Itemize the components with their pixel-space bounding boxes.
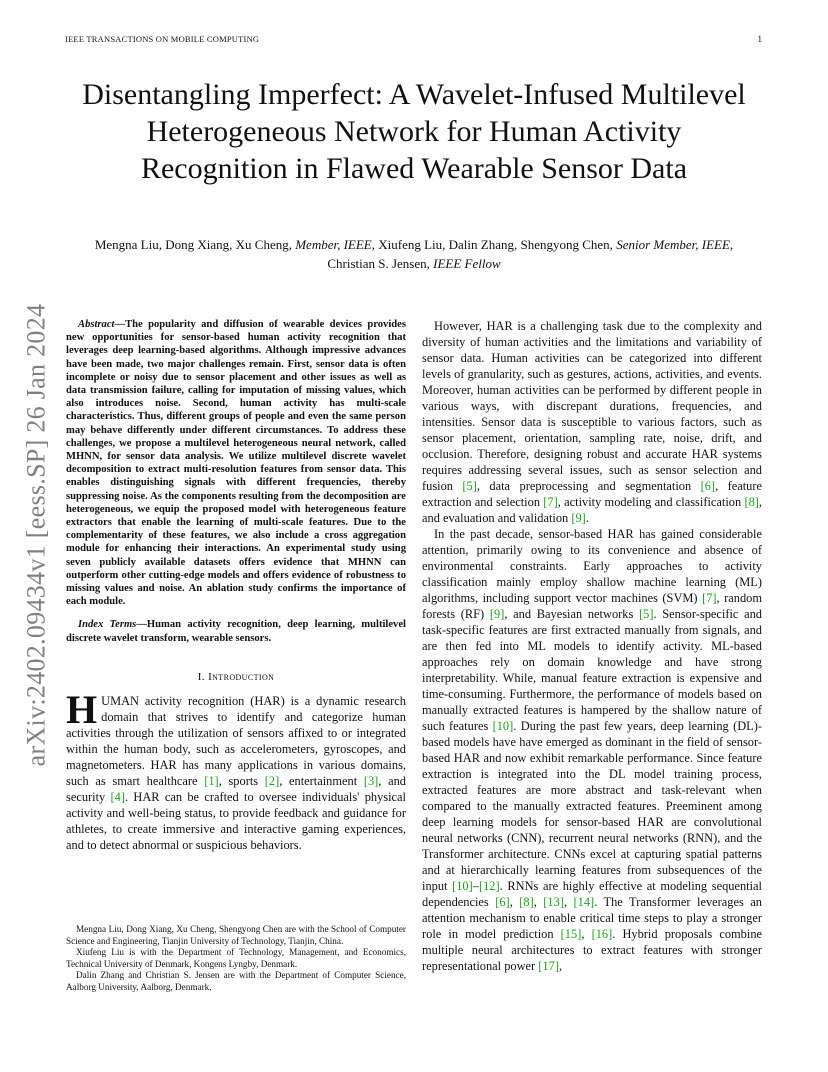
citation-link[interactable]: [9] — [571, 511, 586, 525]
text-run: , — [558, 959, 563, 973]
index-terms-lead: Index Terms — [78, 619, 137, 631]
index-terms — [66, 618, 406, 644]
intro-paragraph-3 — [422, 526, 762, 974]
text-run: . RNNs are highly effective at modeling sequential dependencies — [422, 879, 762, 909]
text-run: , feature extraction and selection — [422, 479, 762, 509]
author-group-1: Mengna Liu, Dong Xiang, Xu Cheng, — [94, 237, 292, 252]
text-run: . Sensor-specific and task-specific features are first extracted manually from signals, and are then fed into ML models to identify activity. ML-based approaches rely on domain knowledge and have strong interpretability. While, manual feature extraction is expensive and time-consuming. Furthermore, the performance of models based on manually extracted features is hampered by the shallow nature of such features — [422, 607, 762, 733]
text-run: , sports — [218, 773, 265, 788]
citation-link[interactable]: [5] — [462, 479, 477, 493]
paper-title: Disentangling Imperfect: A Wavelet-Infused Multilevel Heterogeneous Network for Human Activity Recognition in Flawed Wearable Sensor Data — [82, 78, 746, 185]
author-affiliation-1: Member, IEEE, — [295, 237, 375, 252]
citation-link[interactable]: [4] — [110, 789, 125, 804]
footnotes — [66, 924, 406, 994]
citation-link[interactable]: [2] — [264, 773, 280, 788]
section-heading-introduction — [66, 671, 406, 683]
drop-cap: H — [66, 686, 98, 732]
citation-link[interactable]: [6] — [700, 479, 716, 493]
text-run: . HAR can be crafted to oversee individuals' physical activity and well-being status, to provide feedback and guidance for athletes, to create immersive and interactive gaming experiences, and to detect abnormal or suspicious behaviors. — [66, 789, 406, 852]
text-run: , data preprocessing and segmentation — [476, 479, 701, 493]
arxiv-stamp — [20, 290, 52, 780]
citation-link[interactable]: [7] — [702, 591, 717, 605]
right-column — [422, 318, 762, 974]
page-number: 1 — [757, 34, 762, 44]
citation-link[interactable]: [8] — [519, 895, 534, 909]
citation-link[interactable]: [1] — [204, 773, 219, 788]
text-run: – — [472, 879, 479, 893]
text-run: , — [563, 895, 574, 909]
author-group-2: Xiufeng Liu, Dalin Zhang, Shengyong Chen, — [378, 237, 613, 252]
text-run: . The Transformer leverages an attention mechanism to enable critical time steps to play a stronger role in model prediction — [422, 895, 762, 941]
text-run: , — [581, 927, 592, 941]
abstract — [66, 318, 406, 608]
citation-link[interactable]: [13] — [543, 895, 564, 909]
text-run: UMAN activity recognition (HAR) is a dynamic research domain that strives to identify and categorize human activities through the utilization of sensors affixed to or integrated within the human body, such as accelerometers, gyroscopes, and magnetometers. HAR has many applications in various domains, such as smart healthcare — [66, 693, 406, 788]
citation-link[interactable]: [17] — [538, 959, 559, 973]
citation-link[interactable]: [9] — [489, 607, 505, 621]
text-run: , entertainment — [279, 773, 364, 788]
citation-link[interactable]: [15] — [560, 927, 582, 941]
text-run: , and evaluation and validation — [422, 495, 763, 525]
author-list — [80, 235, 748, 273]
citation-link[interactable]: [5] — [639, 607, 654, 621]
citation-link[interactable]: [16] — [591, 927, 613, 941]
text-run: , — [509, 895, 520, 909]
citation-link[interactable]: [10] — [452, 879, 473, 893]
text-run: . Hybrid proposals combine multiple neural architectures to extract features with stronger representational power — [422, 927, 763, 973]
text-run: However, HAR is a challenging task due to the complexity and diversity of human activities and the limitations and variability of sensor data. Human activities can be categorized into different levels of granularity, such as gestures, actions, activities, and events. Moreover, human activities can be performed by different people in various ways, with discrepant durations, frequencies, and intensities. Sensor data is susceptible to various factors, such as sensor placement, orientation, sampling rate, noise, drift, and occlusion. Therefore, designing robust and accurate HAR systems requires addressing several issues, such as sensor selection and fusion — [422, 319, 762, 493]
author-affiliation-2: Senior Member, IEEE, — [616, 237, 734, 252]
text-run: In the past decade, sensor-based HAR has gained considerable attention, primarily owing to its convenience and absence of environmental constraints. Early approaches to activity classification mainly employ shallow machine learning (ML) algorithms, including support vector machines (SVM) — [422, 527, 762, 605]
citation-link[interactable]: [14] — [573, 895, 595, 909]
text-run: , and security — [66, 773, 406, 804]
footnote: Mengna Liu, Dong Xiang, Xu Cheng, Shengyong Chen are with the School of Computer Science and Engineering, Tianjin University of Technology, Tianjin, China. — [66, 924, 406, 946]
abstract-text: —The popularity and diffusion of wearable devices provides new opportunities for sensor-based human activity recognition that leverages deep learning-based algorithms. Although impressive advances have been made, two major challenges remain. First, sensor data is often incomplete or noisy due to sensor placement and other issues as well as data transmission failure, calling for imputation of missing values, which also introduces noise. Second, human activity has multi-scale characteristics. Thus, different groups of people and even the same person may behave differently under different circumstances. To address these challenges, we propose a multilevel heterogeneous neural network, called MHNN, for sensor data analysis. We utilize multilevel discrete wavelet decomposition to extract multi-resolution features from sensor data. This enables distinguishing signals with different frequencies, thereby suppressing noise. As the components resulting from the decomposition are heterogeneous, we equip the proposed model with heterogeneous feature extractors that enable the learning of multi-scale features. Due to the complementarity of these features, we also include a cross aggregation module for enhancing their interactions. An experimental study using seven publicly available datasets offers evidence that MHNN can outperform other cutting-edge models and offers evidence of robustness to missing values and noise. An ablation study confirms the importance of each module. — [66, 319, 406, 608]
text-run: , — [533, 895, 544, 909]
footnote: Xiufeng Liu is with the Department of Technology, Management, and Economics, Technical University of Denmark, Kongens Lyngby, Denmark. — [66, 947, 406, 969]
text-run: , and Bayesian networks — [504, 607, 639, 621]
left-column — [66, 318, 406, 853]
author-group-3: Christian S. Jensen, — [327, 256, 430, 271]
running-head: IEEE TRANSACTIONS ON MOBILE COMPUTING — [65, 34, 260, 44]
section-title: Introduction — [208, 670, 275, 683]
intro-paragraph-2 — [422, 318, 762, 526]
footnote: Dalin Zhang and Christian S. Jensen are with the Department of Computer Science, Aalborg University, Aalborg, Denmark. — [66, 970, 406, 992]
arxiv-identifier: arXiv:2402.09434v1 [eess.SP] 26 Jan 2024 — [21, 303, 51, 767]
section-number: I. — [197, 670, 205, 683]
text-run: , activity modeling and classification — [557, 495, 745, 509]
author-affiliation-3: IEEE Fellow — [433, 256, 501, 271]
citation-link[interactable]: [8] — [744, 495, 759, 509]
text-run: . — [585, 511, 589, 525]
index-terms-text: —Human activity recognition, deep learning, multilevel discrete wavelet transform, wearable sensors. — [66, 619, 406, 644]
citation-link[interactable]: [3] — [363, 773, 379, 788]
intro-paragraph-1 — [66, 686, 406, 853]
citation-link[interactable]: [7] — [543, 495, 558, 509]
citation-link[interactable]: [12] — [478, 879, 500, 893]
citation-link[interactable]: [6] — [495, 895, 510, 909]
text-run: . During the past few years, deep learning (DL)-based models have have emerged as dominant in the field of sensor-based HAR and now exhibit remarkable performance. Since feature extraction is integrated into the DL model training process, extracted features are more abstract and task-relevant when compared to the manually extracted features. Preeminent among deep learning models for sensor-based HAR are convolutional neural networks (CNN), recurrent neural networks (RNN), and the Transformer architecture. CNNs excel at capturing spatial patterns and at hierarchically learning features from subsequences of the input — [422, 719, 762, 893]
citation-link[interactable]: [10] — [492, 719, 514, 733]
abstract-lead: Abstract — [78, 319, 115, 330]
text-run: , random forests (RF) — [422, 591, 762, 621]
